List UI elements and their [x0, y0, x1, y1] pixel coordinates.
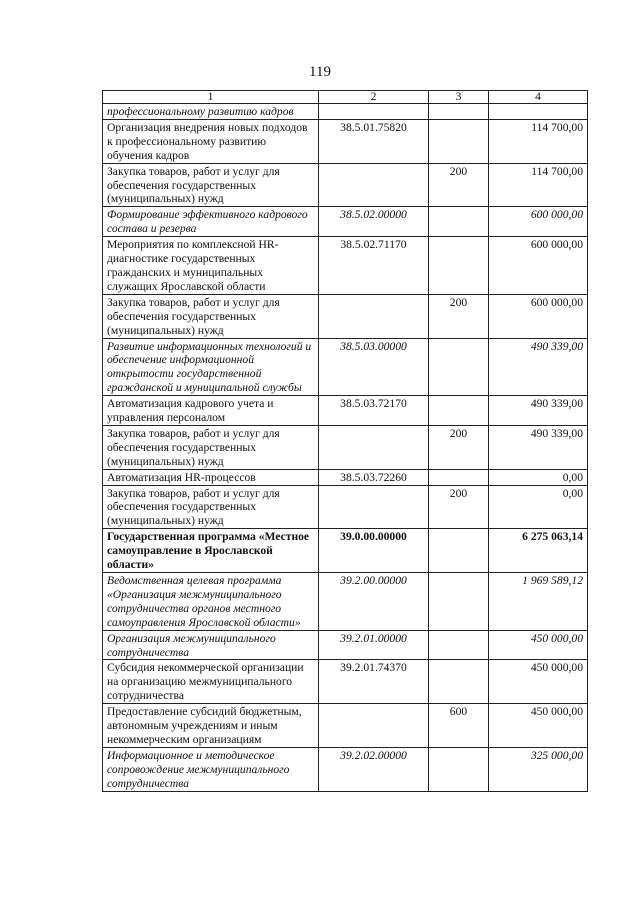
- row-code-cell: 38.5.03.00000: [319, 338, 429, 396]
- row-type-cell: 600: [429, 704, 489, 748]
- row-amount-cell: 114 700,00: [489, 119, 588, 163]
- row-name-cell: Организация межмуниципального сотрудничества: [103, 630, 319, 660]
- table-row: [103, 294, 588, 338]
- row-name-cell: Формирование эффективного кадрового состава и резерва: [103, 207, 319, 237]
- row-type-cell: [429, 630, 489, 660]
- table-row: [103, 237, 588, 295]
- row-name-cell: Информационное и методическое сопровождение межмуниципального сотрудничества: [103, 747, 319, 791]
- header-col-1: 1: [103, 91, 319, 104]
- row-amount-cell: 600 000,00: [489, 294, 588, 338]
- row-name-cell: профессиональному развитию кадров: [103, 104, 319, 120]
- table-row: [103, 163, 588, 207]
- row-name-cell: Развитие информационных технологий и обеспечение информационной открытости государственной гражданской и муниципальной службы: [103, 338, 319, 396]
- row-name-cell: Организация внедрения новых подходов к профессиональному развитию обучения кадров: [103, 119, 319, 163]
- row-type-cell: 200: [429, 294, 489, 338]
- row-amount-cell: [489, 104, 588, 120]
- row-type-cell: [429, 338, 489, 396]
- row-type-cell: [429, 573, 489, 631]
- row-type-cell: [429, 469, 489, 485]
- row-type-cell: 200: [429, 163, 489, 207]
- row-type-cell: 200: [429, 485, 489, 529]
- row-type-cell: [429, 104, 489, 120]
- row-type-cell: [429, 660, 489, 704]
- row-code-cell: [319, 704, 429, 748]
- row-code-cell: [319, 425, 429, 469]
- table-row: [103, 338, 588, 396]
- row-amount-cell: 600 000,00: [489, 237, 588, 295]
- table-row: [103, 469, 588, 485]
- row-type-cell: 200: [429, 425, 489, 469]
- table-row: [103, 704, 588, 748]
- row-amount-cell: 0,00: [489, 485, 588, 529]
- table-row: [103, 119, 588, 163]
- row-name-cell: Государственная программа «Местное самоуправление в Ярославской области»: [103, 529, 319, 573]
- row-name-cell: Закупка товаров, работ и услуг для обеспечения государственных (муниципальных) нужд: [103, 425, 319, 469]
- budget-table: [102, 90, 588, 792]
- table-row: [103, 660, 588, 704]
- table-row: [103, 485, 588, 529]
- row-name-cell: Закупка товаров, работ и услуг для обеспечения государственных (муниципальных) нужд: [103, 485, 319, 529]
- row-code-cell: [319, 163, 429, 207]
- row-name-cell: Субсидия некоммерческой организации на организацию межмуниципального сотрудничества: [103, 660, 319, 704]
- row-amount-cell: 450 000,00: [489, 660, 588, 704]
- header-col-3: 3: [429, 91, 489, 104]
- row-code-cell: 39.0.00.00000: [319, 529, 429, 573]
- page-number: 119: [309, 64, 331, 80]
- row-amount-cell: 0,00: [489, 469, 588, 485]
- row-name-cell: Предоставление субсидий бюджетным, автономным учреждениям и иным некоммерческим организациям: [103, 704, 319, 748]
- row-amount-cell: 490 339,00: [489, 425, 588, 469]
- header-row: [103, 91, 588, 104]
- table-row: [103, 630, 588, 660]
- row-name-cell: Мероприятия по комплексной HR-диагностике государственных гражданских и муниципальных служащих Ярославской области: [103, 237, 319, 295]
- table-row: [103, 747, 588, 791]
- table-body: [103, 104, 588, 792]
- row-name-cell: Автоматизация кадрового учета и управления персоналом: [103, 396, 319, 426]
- table-row: [103, 207, 588, 237]
- row-amount-cell: 114 700,00: [489, 163, 588, 207]
- row-code-cell: 39.2.01.00000: [319, 630, 429, 660]
- row-type-cell: [429, 396, 489, 426]
- table-row: [103, 573, 588, 631]
- row-name-cell: Закупка товаров, работ и услуг для обеспечения государственных (муниципальных) нужд: [103, 294, 319, 338]
- row-code-cell: [319, 485, 429, 529]
- header-col-2: 2: [319, 91, 429, 104]
- table-row: [103, 529, 588, 573]
- row-code-cell: 38.5.02.00000: [319, 207, 429, 237]
- row-type-cell: [429, 207, 489, 237]
- table-row: [103, 425, 588, 469]
- row-type-cell: [429, 237, 489, 295]
- row-code-cell: 39.2.02.00000: [319, 747, 429, 791]
- row-code-cell: 38.5.03.72170: [319, 396, 429, 426]
- row-code-cell: 39.2.00.00000: [319, 573, 429, 631]
- row-name-cell: Автоматизация HR-процессов: [103, 469, 319, 485]
- row-code-cell: [319, 104, 429, 120]
- row-code-cell: [319, 294, 429, 338]
- header-col-4: 4: [489, 91, 588, 104]
- row-amount-cell: 6 275 063,14: [489, 529, 588, 573]
- row-amount-cell: 1 969 589,12: [489, 573, 588, 631]
- row-code-cell: 38.5.02.71170: [319, 237, 429, 295]
- row-code-cell: 38.5.01.75820: [319, 119, 429, 163]
- row-amount-cell: 490 339,00: [489, 396, 588, 426]
- table-row: [103, 104, 588, 120]
- row-type-cell: [429, 747, 489, 791]
- row-code-cell: 38.5.03.72260: [319, 469, 429, 485]
- row-name-cell: Закупка товаров, работ и услуг для обеспечения государственных (муниципальных) нужд: [103, 163, 319, 207]
- row-type-cell: [429, 119, 489, 163]
- row-amount-cell: 450 000,00: [489, 704, 588, 748]
- row-amount-cell: 600 000,00: [489, 207, 588, 237]
- table-row: [103, 396, 588, 426]
- row-name-cell: Ведомственная целевая программа «Организация межмуниципального сотрудничества органов местного самоуправления Ярославской области»: [103, 573, 319, 631]
- row-amount-cell: 325 000,00: [489, 747, 588, 791]
- row-code-cell: 39.2.01.74370: [319, 660, 429, 704]
- row-type-cell: [429, 529, 489, 573]
- row-amount-cell: 490 339,00: [489, 338, 588, 396]
- row-amount-cell: 450 000,00: [489, 630, 588, 660]
